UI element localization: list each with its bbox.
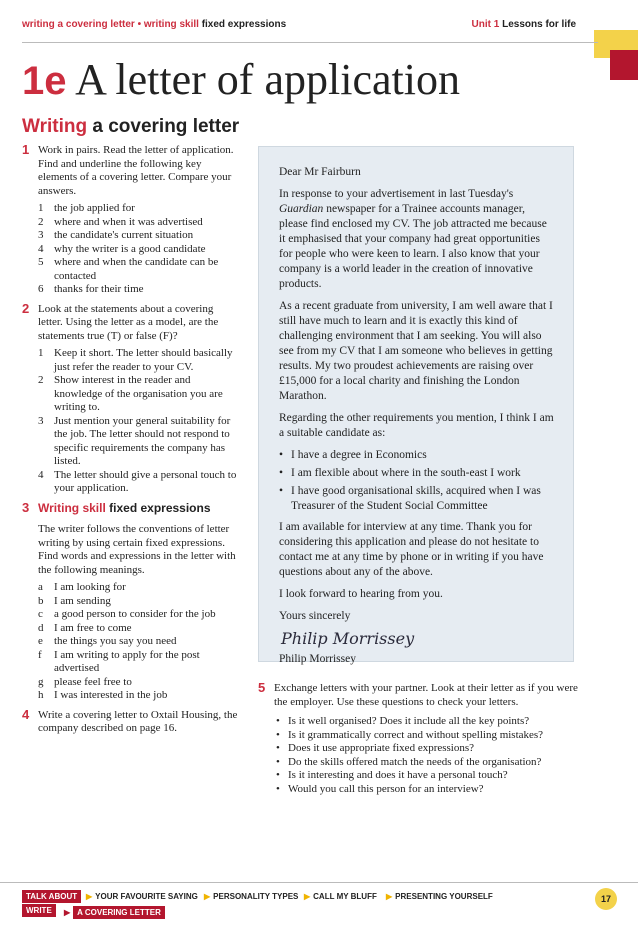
exercise-3-number: 3: [22, 499, 30, 515]
list-item: g please feel free to: [38, 675, 132, 688]
arrow-icon: ▶: [64, 908, 71, 917]
arrow-icon: ▶: [386, 892, 393, 901]
header-bullet: •: [137, 19, 142, 30]
exercise-4-instruction: Write a covering letter to Oxtail Housing, the company described on page 16.: [38, 708, 238, 734]
list-item: c a good person to consider for the job: [38, 608, 216, 620]
header-breadcrumb: [22, 19, 286, 30]
list-item: • Would you call this person for an interview?: [276, 783, 588, 797]
letter-bullets: [279, 448, 555, 514]
page-title: [22, 54, 460, 105]
section-heading-rest: a covering letter: [92, 116, 240, 137]
letter-paragraph-5: I look forward to hearing from you.: [279, 588, 443, 600]
arrow-icon: ▶: [304, 892, 311, 901]
list-item: • Is it well organised? Does it include all the key points?: [276, 715, 588, 729]
page-header: [0, 0, 638, 46]
exercise-4: [22, 706, 240, 736]
list-item: 1 the job applied for: [38, 202, 135, 214]
list-item: 2 where and when it was advertised: [38, 215, 203, 228]
section-heading: [22, 116, 239, 138]
list-item: • I have a degree in Economics: [279, 448, 555, 463]
header-unit: Unit 1: [471, 19, 500, 30]
exercise-1-instruction: Work in pairs. Read the letter of application. Find and underline the following key elements of a covering letter. Compare your answers.: [38, 144, 234, 197]
arrow-icon: ▶: [86, 892, 93, 901]
lesson-title: A letter of application: [75, 55, 460, 104]
list-item: h I was interested in the job: [38, 689, 168, 701]
footer-item: ▶ CALL MY BLUFF: [304, 892, 377, 901]
exercise-2-instruction: Look at the statements about a covering letter. Using the letter as a model, are the statements true (T) or false (F)?: [38, 302, 219, 342]
exercise-4-number: 4: [22, 706, 30, 722]
header-part2-rest: fixed expressions: [201, 19, 287, 30]
list-item: f I am writing to apply for the post advertised: [38, 648, 200, 674]
list-item: 4 why the writer is a good candidate: [38, 242, 206, 255]
write-chip: WRITE: [22, 904, 56, 917]
list-item: 4 The letter should give a personal touch to your application.: [38, 468, 237, 494]
list-item: • Do the skills offered match the needs of the organisation?: [276, 756, 588, 770]
page-footer: [0, 880, 638, 931]
exercise-5: [258, 682, 588, 796]
header-part2-accent: writing skill: [143, 19, 199, 30]
exercise-1-list: [38, 202, 240, 297]
exercise-column: [22, 144, 240, 742]
exercise-5-body: [258, 682, 588, 709]
footer-item: ▶ PRESENTING YOURSELF: [386, 892, 493, 901]
letter-greeting: Dear Mr Fairburn: [279, 166, 361, 178]
exercise-3-list: [38, 581, 240, 703]
list-item: e the things you say you need: [38, 635, 177, 647]
list-item: b I am sending: [38, 594, 111, 607]
list-item: 5 where and when the candidate can be contacted: [38, 256, 219, 282]
exercise-3-heading: Writing skill fixed expressions: [38, 500, 211, 515]
section-heading-accent: Writing: [22, 116, 88, 137]
letter-signed-name: Philip Morrissey: [279, 653, 356, 665]
exercise-3: [22, 499, 240, 703]
list-item: • I have good organisational skills, acquired when I was Treasurer of the Student Social Committee: [279, 484, 555, 514]
letter-paragraph-3: Regarding the other requirements you mention, I think I am a suitable candidate as:: [279, 412, 554, 439]
corner-red-tab: [610, 50, 638, 80]
letter-closing: Yours sincerely: [279, 610, 351, 622]
list-item: • Does it use appropriate fixed expressions?: [276, 742, 588, 756]
page-number: 17: [595, 888, 617, 910]
sample-letter: [258, 146, 574, 665]
list-item: • Is it grammatically correct and without spelling mistakes?: [276, 729, 588, 743]
list-item: 1 Keep it short. The letter should basically just refer the reader to your CV.: [38, 347, 233, 373]
list-item: 3 Just mention your general suitability for the job. The letter should not respond to specific requirements the company has listed.: [38, 414, 231, 467]
list-item: 3 the candidate's current situation: [38, 229, 194, 241]
header-unit-label: [472, 19, 576, 30]
handwritten-signature: Philip Morrissey: [281, 629, 415, 648]
list-item: d I am free to come: [38, 621, 132, 634]
exercise-2-list: [38, 347, 240, 496]
exercise-3-instruction: The writer follows the conventions of letter writing by using certain fixed expressions. Find words and expressions in the letter with the following meanings.: [38, 523, 236, 576]
letter-paragraph-2: As a recent graduate from university, I am well aware that I still have much to learn and it is exactly this kind of challenging environment that I am seeking. You will also see from my CV that I am someone who believes in getting results. My two proudest achievements are raising over £15,000 for a local charity and finishing the London Marathon.: [279, 300, 553, 402]
exercise-5-instruction: Exchange letters with your partner. Look at their letter as if you were the employer. Use these questions to check your letters.: [274, 682, 578, 708]
exercise-1-number: 1: [22, 142, 30, 157]
header-unit-title: Lessons for life: [502, 19, 576, 30]
talk-about-chip: TALK ABOUT: [22, 890, 81, 903]
list-item: • Is it interesting and does it have a personal touch?: [276, 769, 588, 783]
header-rule: [22, 42, 598, 43]
exercise-5-number: 5: [258, 680, 266, 695]
header-part1: writing a covering letter: [22, 19, 135, 30]
list-item: 2 Show interest in the reader and knowledge of the organisation you are writing to.: [38, 374, 223, 413]
arrow-icon: ▶: [204, 892, 211, 901]
lesson-number: 1e: [22, 59, 67, 103]
exercise-2: [22, 300, 240, 496]
list-item: 6 thanks for their time: [38, 283, 144, 295]
footer-rule: [0, 882, 638, 883]
exercise-2-number: 2: [22, 300, 30, 316]
exercise-5-list: [258, 715, 588, 796]
letter-paragraph-4: I am available for interview at any time. Thank you for considering this application and please do not hesitate to contact me at any time by phone or in writing if you have questions about any of the above.: [279, 521, 544, 578]
list-item: a I am looking for: [38, 581, 126, 593]
letter-paragraph-1: In response to your advertisement in last Tuesday's Guardian newspaper for a Trainee accounts manager, please find enclosed my CV. The job attracted me because it emphasised that your company had great opportunities for people who were keen to learn. I also know that your company is a world leader in the creation of innovative products.: [279, 188, 547, 290]
footer-write-item: ▶ A COVERING LETTER: [64, 906, 165, 919]
list-item: • I am flexible about where in the south-east I work: [279, 466, 555, 481]
exercise-1: [22, 144, 240, 297]
footer-item: ▶ YOUR FAVOURITE SAYING: [86, 892, 198, 901]
footer-item: ▶ PERSONALITY TYPES: [204, 892, 299, 901]
